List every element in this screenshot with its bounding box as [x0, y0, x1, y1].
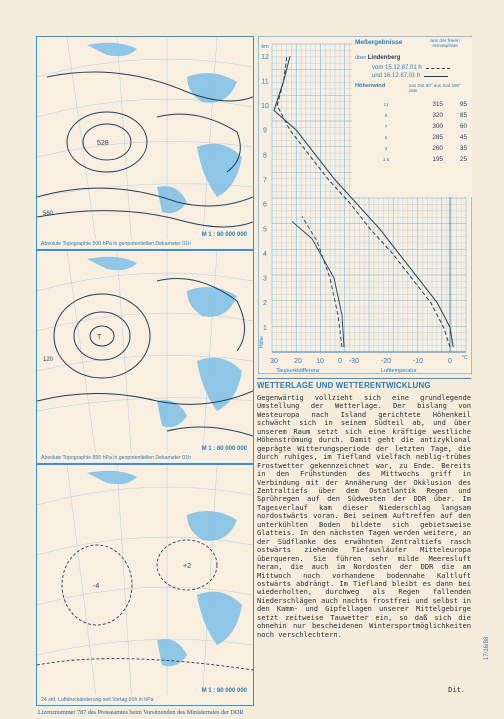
wind-row-km: 9: [384, 113, 388, 118]
wind-row-km: 1.5: [382, 157, 390, 162]
sonde-legend: [352, 37, 472, 197]
article: [257, 378, 471, 700]
wind-row: [355, 99, 469, 110]
y-tick-label: 12: [261, 53, 269, 61]
svg-text:560: 560: [43, 211, 54, 217]
wind-row-direction: 315: [432, 101, 443, 108]
wind-row-km: 7: [384, 124, 388, 129]
wind-row: [355, 110, 469, 121]
x-tick-temp: -30: [348, 358, 360, 365]
y-tick-label: 8: [263, 152, 267, 160]
article-signature: Dit.: [448, 686, 465, 694]
svg-text:+2: +2: [183, 563, 191, 570]
article-body: Gegenwärtig vollzieht sich eine grundlegende Umstellung der Wetterlage. Der bislang von Westeuropa nach Island gerichtete Höhenkeil schwächt sich in seinem Südteil ab, und über unserem Raum setzt sich eine kräftige westliche Höhenströmung durch. Damit geht die antizyklonal geprägte Witterungsperiode der letzten Tage, die durch ruhiges, im Tiefland vielfach neblig-trübes Frostwetter gekennzeichnet war, zu Ende. Bereits in den Frühstunden des Mittwochs griff in Verbindung mit der Annäherung der Okklusion des Zentraltiefs über dem Ostatlantik Regen und Sprühregen auf den Südwesten der DDR über. Im Tagesverlauf kam dieser Niederschlag langsam nordostwärts voran. Bei seinem Auftreffen auf den unterkühlten Boden bildete sich gebietsweise Glatteis. In den nächsten Tagen werden weitere, an der Südflanke des erwähnten Zentraltiefs rasch ostwärts ziehende Tiefausläufer Mitteleuropa überqueren. Sie führen sehr milde Meeresluft heran, die auch im Nordosten der DDR die am Mittwoch noch vorhandene bodennahe Kaltluft ostwärts abdrängt. Im Tiefland bleibt es dann bei wiederholten, durchweg als Regen fallenden Niederschlägen auch nachts frostfrei und selbst in den Kamm- und Gipfellagen unserer Mittelgebirge setzt zeitweise Tauwetter ein, so daß sich die ohnehin nur bescheidenen Wintersportmöglichkeiten noch verschlechtern.: [257, 393, 471, 639]
footer-license: Lizenznummer 787 des Presseamtes beim Vorsitzenden des Ministerrates der DDR: [38, 709, 244, 716]
wind-sub: aus Ost 90° aus Süd 180° usw: [409, 83, 461, 93]
wind-row-direction: 300: [432, 123, 443, 130]
y-axis-unit: km: [261, 44, 269, 50]
sonde-date2: und 16.12.87,01 h: [372, 73, 421, 79]
map-pressure-change-drawing: [37, 465, 253, 705]
svg-text:120: 120: [43, 357, 54, 363]
y-tick-label: 6: [263, 201, 267, 209]
y-tick-label: 4: [263, 250, 267, 258]
map-500hpa-caption: Absolute Topographie 500 hPa in geopotentiellen Dekameter 01h: [37, 239, 253, 249]
wind-row-speed: 95: [459, 101, 467, 108]
sonde-subtitle: aus der freien Atmosphäre: [430, 39, 460, 49]
map-850hpa-scale: M 1 : 60 000 000: [201, 446, 247, 452]
wind-row: [355, 154, 469, 165]
wind-table: [352, 93, 472, 165]
x-tick-temp: 0: [448, 358, 452, 365]
y-tick-label: 9: [263, 127, 267, 135]
x-axis-unit: °C: [461, 355, 468, 361]
wind-row: [355, 143, 469, 154]
sonde-station-prefix: über: [355, 55, 367, 61]
x-tick-dew: 20: [294, 358, 302, 365]
wind-row-speed: 85: [459, 112, 467, 119]
x-tick-temp: -20: [380, 358, 392, 365]
wind-row-direction: 320: [432, 112, 443, 119]
map-500hpa-drawing: [37, 37, 253, 249]
wind-row-km: 5: [384, 135, 388, 140]
x-tick-dew: 10: [316, 358, 324, 365]
solid-line-legend: [424, 76, 448, 77]
map-500hpa-scale: M 1 : 60 000 000: [201, 232, 247, 238]
sonde-title: Meßergebnisse: [355, 39, 403, 46]
y-tick-label: 7: [263, 177, 267, 185]
wind-row-direction: 285: [432, 134, 443, 141]
wind-row: [355, 121, 469, 132]
x-axis-label-dew: Taupunktdifferenz: [276, 368, 320, 374]
x-tick-dew: 30: [270, 358, 278, 365]
wind-row: [355, 132, 469, 143]
sonde-date1: vom 15.12.87,01 h: [372, 65, 422, 71]
wind-row-speed: 35: [459, 145, 467, 152]
y-axis-label: Höhe: [259, 336, 265, 348]
map-850hpa-caption: Absolute Topographie 850 hPa in geopotentiellen Dekameter 01h: [37, 453, 253, 463]
svg-text:T: T: [97, 334, 102, 341]
sonde-station: Lindenberg: [367, 55, 401, 61]
y-tick-label: 1: [263, 324, 267, 332]
svg-text:-4: -4: [93, 583, 100, 590]
y-tick-label: 3: [263, 275, 267, 283]
map-pressure-change-scale: M 1 : 60 000 000: [201, 688, 247, 694]
dashed-line-legend: [426, 68, 450, 69]
wind-row-speed: 60: [459, 123, 467, 130]
wind-label: Höhenwind: [355, 83, 386, 89]
map-850hpa-drawing: [37, 251, 253, 463]
wind-row-km: 11: [383, 102, 389, 107]
y-tick-label: 11: [261, 78, 269, 86]
x-axis-label-temp: Lufttemperatur: [380, 368, 417, 374]
y-tick-label: 2: [263, 300, 267, 308]
article-heading: WETTERLAGE UND WETTERENTWICKLUNG: [257, 378, 471, 390]
wind-row-speed: 25: [459, 156, 467, 163]
svg-text:528: 528: [97, 140, 109, 147]
wind-row-direction: 195: [432, 156, 443, 163]
wind-row-direction: 260: [432, 145, 443, 152]
x-tick-temp: -10: [412, 358, 424, 365]
wind-row-km: 3: [384, 146, 388, 151]
y-tick-label: 10: [261, 103, 269, 111]
x-tick-dew: 0: [338, 358, 342, 365]
wind-row-speed: 45: [459, 134, 467, 141]
side-note: 17/16/88: [484, 636, 490, 660]
y-tick-label: 5: [263, 226, 267, 234]
map-850hpa: [36, 250, 254, 464]
map-pressure-change-caption: 24 std. Luftdruckänderung seit Vortag 01h in hPa: [37, 695, 253, 705]
map-pressure-change: [36, 464, 254, 706]
map-500hpa: [36, 36, 254, 250]
